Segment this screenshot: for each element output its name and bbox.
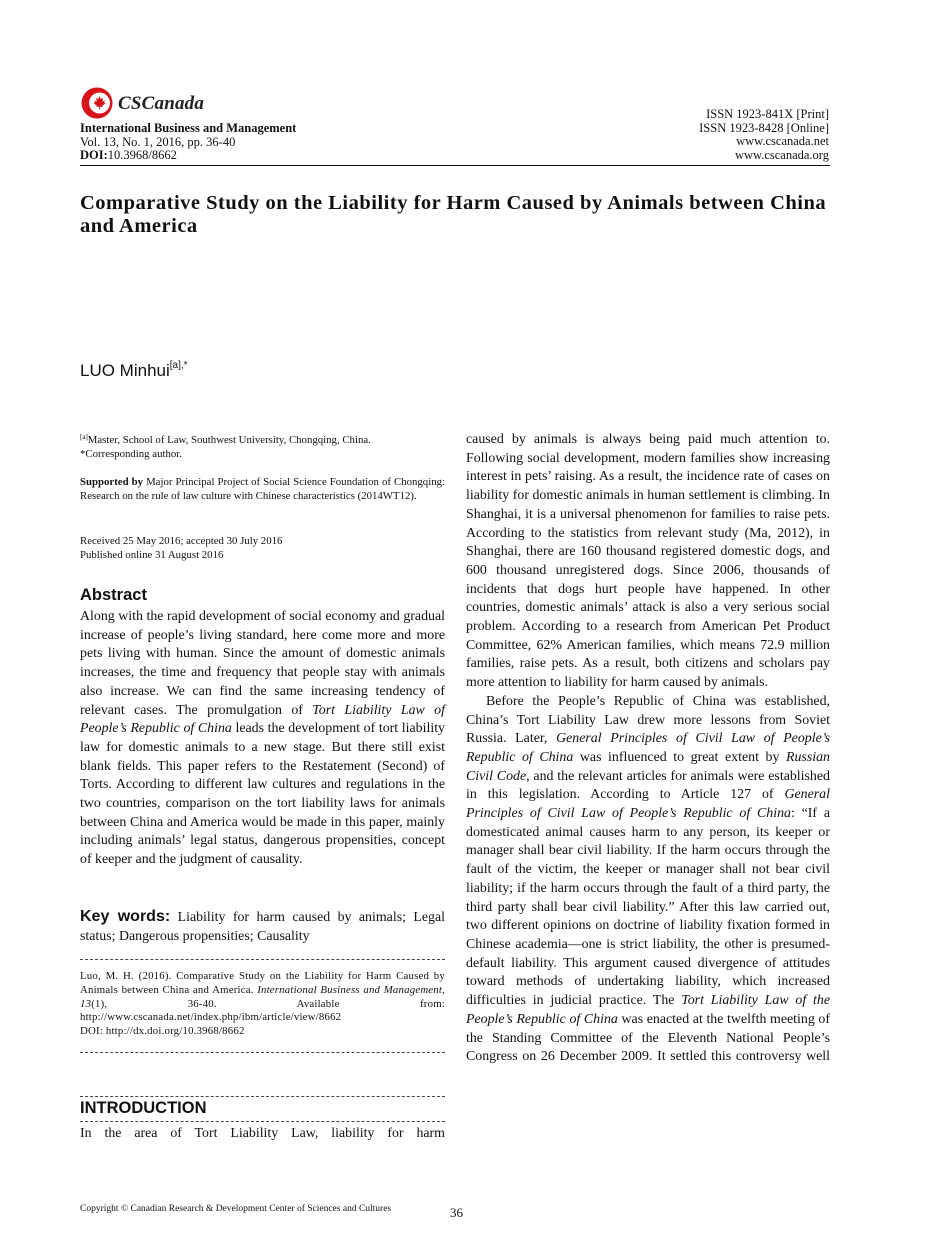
citation-divider-bottom	[80, 1052, 445, 1053]
p2-italic-3: General Principles of Civil Law of People’s Republic of China	[466, 787, 830, 822]
keywords-text: Liability for harm caused by animals; Legal status; Dangerous propensities; Causality	[80, 910, 445, 944]
doi-label: DOI:	[80, 148, 108, 162]
abstract-body	[80, 608, 445, 870]
author-superscript: [a],*	[169, 360, 188, 371]
abstract-heading: Abstract	[80, 586, 147, 604]
abstract-law-title: Tort Liability Law of People’s Republic of China	[80, 702, 445, 737]
affiliation-text: Master, School of Law, Southwest University, Chongqing, China.	[87, 434, 371, 446]
publisher-logo	[80, 86, 220, 120]
received-date: Received 25 May 2016; accepted 30 July 2016	[80, 535, 283, 547]
p2-text-d: : “If a domesticated animal causes harm to any person, its keeper or manager shall bear civil liability. If the harm occurs through the fault of the victim, the keeper or manager shall not bear civil liability; if the harm occurs through the fault of a third party, the third party shall bear civil liability.” After this law carried out, two different opinions on doctrine of liability fixation formed in Chinese academia—one is strict liability, the other is presumed-default liability. This argument caused divergence of attitudes toward methods of undertaking liability, which increased difficulties in judicial practice. The	[466, 806, 831, 1009]
p2-text-b: was influenced to great extent by	[573, 749, 786, 765]
cscanada-logo-icon	[80, 86, 116, 120]
funding-note	[80, 476, 445, 504]
intro-divider-bottom	[80, 1121, 445, 1122]
journal-name: International Business and Management	[80, 121, 297, 135]
right-column	[466, 431, 830, 1067]
citation-divider-top	[80, 959, 445, 960]
intro-paragraph-2	[466, 693, 830, 1067]
support-text: Major Principal Project of Social Science Foundation of Chongqing: Research on the rule of law culture with Chinese characteristics (2014WT12).	[80, 476, 445, 502]
dates	[80, 535, 445, 563]
url-org[interactable]: www.cscanada.org	[734, 147, 829, 162]
introduction-start: In the area of Tort Liability Law, liability for harm	[80, 1126, 445, 1141]
abstract-text-end: leads the development of tort liability law for domestic animals to a new stage. But there still exist blank fields. This paper refers to the Restatement (Second) of Torts. According to different law cultures and regulations in the two countries, comparison on the tort liability laws for animals between China and America would be made in this paper, mainly including animals’ legal status, dangerous propensities, concept of keeper and the judgment of causality.	[80, 721, 446, 868]
volume-info: Vol. 13, No. 1, 2016, pp. 36-40	[80, 134, 236, 149]
p2-text-c: , and the relevant articles for animals were established in this legislation. According to Article 127 of	[466, 768, 830, 803]
citation-doi[interactable]: DOI: http://dx.doi.org/10.3968/8662	[80, 1025, 245, 1038]
affiliation	[80, 431, 445, 462]
introduction-heading: INTRODUCTION	[80, 1099, 207, 1117]
citation	[80, 970, 445, 1039]
brand-name: CSCanada	[118, 93, 205, 114]
intro-paragraph-1: caused by animals is always being paid much attention to. Following social development, modern families show increasing interest in pets’ raising. As a result, the incidence rate of cases on liability for domestic animals in human settlement is climbing. In Shanghai, it is a universal phenomenon for families to raise pets. According to the statistics from relevant study (Ma, 2012), in Shanghai, there are 160 thousand registered domestic dogs, and 600 thousand unregistered dogs. Since 2006, thousands of incidents that dogs hurt people have happened. In other countries, domestic animals’ attack is also a very serious social problem. According to a research from American Pet Product Committee, 62% American families, which means 72.9 million families, raise pets. As a result, both citizens and scholars pay more attention to liability for harm caused by animals.	[466, 432, 830, 691]
doi-value: 10.3968/8662	[107, 148, 177, 162]
issn-block	[699, 108, 829, 162]
journal-info	[80, 122, 296, 163]
intro-divider-top	[80, 1096, 445, 1097]
affiliation-marker: [a]	[80, 433, 88, 441]
author-name: LUO Minhui	[80, 361, 170, 380]
author-line	[80, 360, 188, 381]
keywords	[80, 908, 445, 946]
corresponding-author: *Corresponding author.	[80, 447, 182, 460]
p2-text-e: was enacted at the twelfth meeting of the Standing Committee of the Eleventh National People’s Congress on 26 December 2009. It settled this controversy well	[466, 1011, 830, 1065]
p2-text-a: Before the People’s Republic of China was established, China’s Tort Liability Law drew more lessons from Soviet Russia. Later,	[466, 693, 830, 747]
citation-rest[interactable]: (1), 36-40. Available from: http://www.cscanada.net/index.php/ibm/article/view/8662	[80, 997, 445, 1024]
abstract-text: Along with the rapid development of social economy and gradual increase of people’s living standard, here come more and more pets living with human. Since the amount of domestic animals increases, the time and frequency that people stay with animals also increase. We can find the same increasing tendency of relevant cases. The promulgation of	[80, 609, 445, 718]
paper-title: Comparative Study on the Liability for Harm Caused by Animals between China and America	[80, 192, 827, 237]
header-divider	[80, 165, 830, 166]
p2-italic-1: General Principles of Civil Law of People’s Republic of China	[466, 731, 830, 765]
support-label: Supported by	[80, 476, 144, 488]
copyright-notice: Copyright © Canadian Research & Development Center of Sciences and Cultures	[80, 1204, 392, 1214]
published-date: Published online 31 August 2016	[80, 548, 224, 561]
keywords-label: Key words:	[80, 908, 171, 925]
citation-text: Luo, M. H. (2016). Comparative Study on the Liability for Harm Caused by Animals between China and America.	[80, 970, 445, 996]
doi-line	[80, 149, 296, 163]
url-net[interactable]: www.cscanada.net	[736, 134, 829, 148]
citation-journal: International Business and Management, 13	[80, 983, 446, 1010]
issn-online: ISSN 1923-8428 [Online]	[699, 120, 829, 135]
p2-italic-4: Tort Liability Law of the People’s Republic of China	[466, 993, 830, 1027]
page-number: 36	[450, 1205, 463, 1220]
issn-print: ISSN 1923-841X [Print]	[706, 107, 829, 121]
p2-italic-2: Russian Civil Code	[466, 749, 830, 784]
